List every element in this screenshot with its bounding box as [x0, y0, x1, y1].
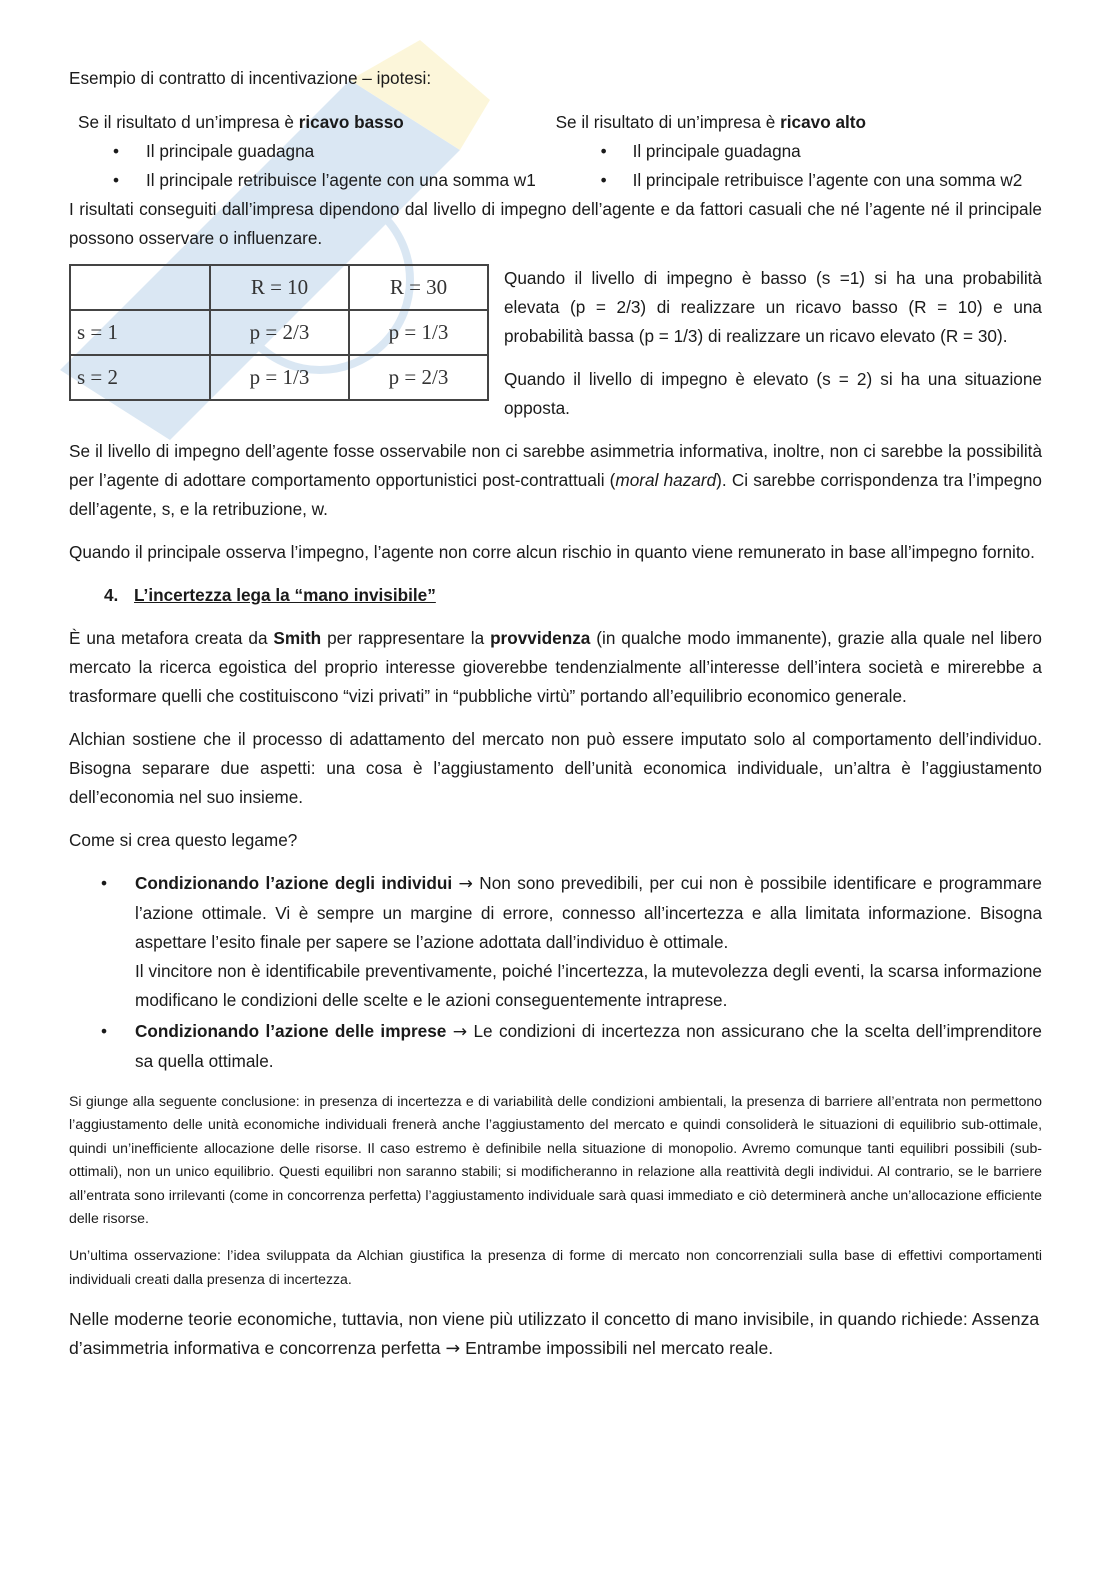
case-high-list	[556, 137, 1042, 195]
table-cell	[70, 265, 210, 310]
document-page	[69, 64, 1042, 1364]
arrow-icon: →	[452, 1022, 468, 1042]
list-item-individuals: • Condizionando l’azione degli individui → Non sono prevedibili, per cui non è possibile identificare e programmare l’azione ottimale. Vi è sempre un margine di errore, connesso all’incertezza e alla limitata informazione. Bisogna aspettare l’esito finale per sapere se l’azione adottata dall’individuo è ottimale. Il vincitore non è identificabile preventivamente, poiché l’incertezza, la mutevolezza degli eventi, la scarsa informazione modificano le condizioni delle scelte e le azioni conseguentemente intraprese.	[69, 869, 1042, 1015]
arrow-icon: →	[445, 1339, 461, 1360]
section-heading: 4. L’incertezza lega la “mano invisibile”	[104, 585, 436, 605]
list-item: • Il principale retribuisce l’agente con una somma w2	[556, 166, 1042, 195]
mechanism-list	[69, 869, 1042, 1076]
list-item: • Il principale guadagna	[78, 137, 556, 166]
table-cell: p = 1/3	[349, 310, 488, 355]
list-item: • Il principale retribuisce l’agente con una somma w1	[78, 166, 556, 195]
question-line: Come si crea questo legame?	[69, 830, 298, 850]
intro-line: Esempio di contratto di incentivazione – ipotesi:	[69, 68, 432, 88]
arrow-icon: →	[458, 874, 473, 894]
table-header-row	[70, 265, 488, 310]
case-low-list	[78, 137, 556, 195]
list-item-firms: • Condizionando l’azione delle imprese → Le condizioni di incertezza non assicurano che la scelta dell’imprenditore sa quella ottimale.	[69, 1017, 1042, 1076]
case-high-heading: Se il risultato di un’impresa è ricavo alto	[555, 112, 867, 132]
table-explanation	[504, 264, 1042, 423]
table-cell: p = 2/3	[210, 310, 349, 355]
final-observation-small: Un’ultima osservazione: l’idea sviluppata da Alchian giustifica la presenza di forme di mercato non concorrenziali sulla base di effettivi comportamenti individuali creati dalla presenza di incertezza.	[69, 1247, 1042, 1287]
table-cell: s = 2	[70, 355, 210, 400]
two-column-cases	[69, 108, 1042, 195]
table-cell: p = 1/3	[210, 355, 349, 400]
probability-table	[69, 264, 489, 401]
table-cell: p = 2/3	[349, 355, 488, 400]
table-cell: R = 10	[210, 265, 349, 310]
case-high-revenue	[556, 108, 1042, 195]
table-text-low: Quando il livello di impegno è basso (s =1) si ha una probabilità elevata (p = 2/3) di realizzare un ricavo basso (R = 10) e una probabilità bassa (p = 1/3) di realizzare un ricavo elevato (R = 30).	[504, 268, 1042, 346]
paragraph-principal: Quando il principale osserva l’impegno, l’agente non corre alcun rischio in quanto viene remunerato in base all’impegno fornito.	[69, 542, 1035, 562]
table-row	[70, 355, 488, 400]
conclusion-small: Si giunge alla seguente conclusione: in presenza di incertezza e di variabilità delle condizioni ambientali, la presenza di barriere all’entrata non permettono l’aggiustamento delle unità economiche individuali frenerà anche l’aggiustamento del mercato e quindi consoliderà le situazioni di equilibrio sub-ottimale, quindi un’inefficiente allocazione delle risorse. Il caso estremo è definibile nella situazione di monopolio. Avremo comunque tanti equilibri possibili (sub-ottimali), non un unico equilibrio. Questi equilibri non saranno stabili; si modificheranno in relazione alla reattività degli individui. Al contrario, se le barriere all’entrata sono irrilevanti (come in concorrenza perfetta) l’aggiustamento individuale sarà quasi immediato e ciò determinerà anche un’allocazione efficiente delle risorse.	[69, 1093, 1042, 1227]
table-cell: R = 30	[349, 265, 488, 310]
paragraph-final: Nelle moderne teorie economiche, tuttavia, non viene più utilizzato il concetto di mano invisibile, in quando richiede: Assenza d’asimmetria informativa e concorrenza perfetta → Entrambe impossibili nel mercato reale.	[69, 1309, 1040, 1360]
case-low-heading: Se il risultato d un’impresa è ricavo basso	[78, 112, 404, 132]
probability-table-wrap	[69, 264, 489, 423]
table-cell: s = 1	[70, 310, 210, 355]
table-text-high: Quando il livello di impegno è elevato (s = 2) si ha una situazione opposta.	[504, 369, 1042, 418]
paragraph-observable: Se il livello di impegno dell’agente fosse osservabile non ci sarebbe asimmetria informativa, inoltre, non ci sarebbe la possibilità per l’agente di adottare comportamento opportunistici post-contrattuali (moral hazard). Ci sarebbe corrispondenza tra l’impegno dell’agente, s, e la retribuzione, w.	[69, 441, 1042, 519]
table-row	[70, 310, 488, 355]
case-low-revenue	[69, 108, 556, 195]
paragraph-results: I risultati conseguiti dall’impresa dipendono dal livello di impegno dell’agente e da fattori casuali che né l’agente né il principale possono osservare o influenzare.	[69, 199, 1042, 248]
paragraph-smith: È una metafora creata da Smith per rappresentare la provvidenza (in qualche modo immanente), grazie alla quale nel libero mercato la ricerca egoistica del proprio interesse gioverebbe tendenzialmente all’interesse dell’intera società e mirerebbe a trasformare quelli che costituiscono “vizi privati” in “pubbliche virtù” portando all’equilibrio economico generale.	[69, 628, 1042, 706]
table-section	[69, 264, 1042, 423]
paragraph-alchian: Alchian sostiene che il processo di adattamento del mercato non può essere imputato solo al comportamento dell’individuo. Bisogna separare due aspetti: una cosa è l’aggiustamento dell’unità economica individuale, un’altra è l’aggiustamento dell’economia nel suo insieme.	[69, 729, 1042, 807]
list-item: • Il principale guadagna	[556, 137, 1042, 166]
